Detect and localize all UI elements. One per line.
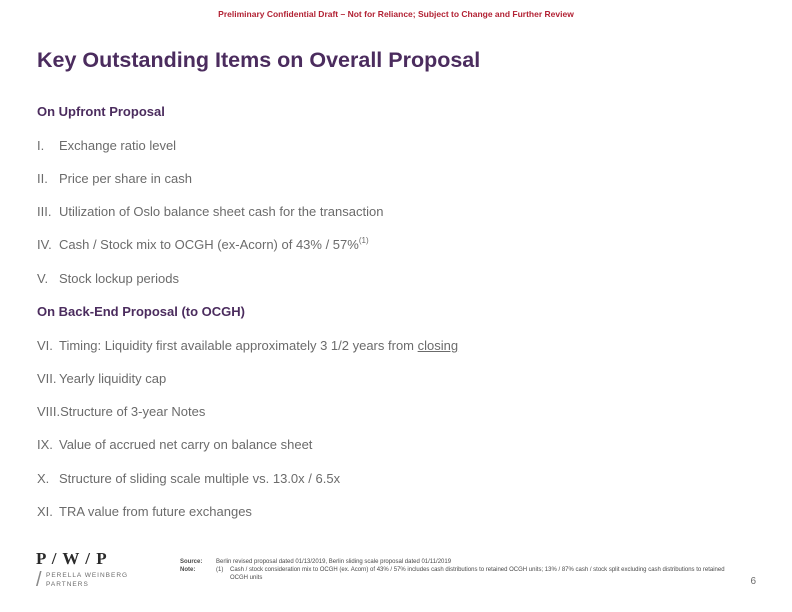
list-item-x [37, 471, 340, 486]
item-text: TRA value from future exchanges [59, 504, 252, 519]
section-heading-upfront: On Upfront Proposal [37, 104, 165, 119]
item-number: III. [37, 204, 52, 219]
item-text: Price per share in cash [59, 171, 192, 186]
list-item-ix [37, 437, 312, 452]
item-number: VIII. [37, 404, 61, 419]
item-number: IX. [37, 437, 53, 452]
list-item-xi [37, 504, 252, 519]
logo-wordmark [36, 569, 156, 591]
list-item-viii [37, 404, 205, 419]
item-text: Exchange ratio level [59, 138, 177, 153]
item-text: Stock lockup periods [59, 271, 179, 286]
pwp-logo [36, 549, 156, 589]
item-number: VII. [37, 371, 57, 386]
item-number: I. [37, 138, 45, 153]
item-text: Value of accrued net carry on balance sheet [59, 437, 313, 452]
list-item-vii [37, 371, 166, 386]
source-text: Berlin revised proposal dated 01/13/2019, Berlin sliding scale proposal dated 01/11/2019 [216, 559, 452, 565]
footnote-marker: (1) [358, 235, 369, 245]
list-item-v [37, 271, 179, 286]
item-text: Yearly liquidity cap [59, 371, 167, 386]
item-text: Structure of 3-year Notes [60, 404, 206, 419]
item-number: IV. [37, 237, 52, 252]
section-heading-backend: On Back-End Proposal (to OCGH) [37, 304, 246, 319]
item-number: V. [37, 271, 49, 286]
list-item-i [37, 138, 176, 153]
list-item-vi [37, 338, 458, 353]
note-label: Note: [180, 567, 196, 573]
item-text: Cash / Stock mix to OCGH (ex-Acorn) of 43% / 57% [59, 237, 359, 252]
logo-slash-icon: / [36, 569, 43, 591]
list-item-ii [37, 171, 192, 186]
item-number: VI. [37, 338, 53, 353]
item-number: X. [37, 471, 50, 486]
confidential-banner: Preliminary Confidential Draft – Not for Reliance; Subject to Change and Further Review [218, 9, 574, 19]
note-text: Cash / stock consideration mix to OCGH (ex. Acorn) of 43% / 57% includes cash distributions to retained OCGH units; 13% / 87% cash / stock split excluding cash distributions to retained OCGH units [230, 567, 725, 581]
logo-mark: P / W / P [36, 549, 108, 568]
source-note [180, 558, 726, 566]
page-title: Key Outstanding Items on Overall Proposal [37, 48, 481, 72]
page-number: 6 [750, 576, 756, 587]
item-text: Timing: Liquidity first available approximately 3 1/2 years from [59, 338, 418, 353]
footnote-1 [180, 566, 726, 582]
list-item-iii [37, 204, 383, 219]
underlined-term: closing [417, 338, 459, 353]
note-number: (1) [216, 567, 224, 573]
item-number: II. [37, 171, 48, 186]
item-number: XI. [37, 504, 53, 519]
item-text: Structure of sliding scale multiple vs. 13.0x / 6.5x [59, 471, 341, 486]
list-item-iv [37, 237, 369, 252]
logo-line-2: PARTNERS [46, 581, 89, 588]
footnotes [180, 558, 726, 582]
source-label: Source: [180, 559, 203, 565]
item-text: Utilization of Oslo balance sheet cash for the transaction [59, 204, 384, 219]
logo-line-1: PERELLA WEINBERG [46, 572, 129, 579]
